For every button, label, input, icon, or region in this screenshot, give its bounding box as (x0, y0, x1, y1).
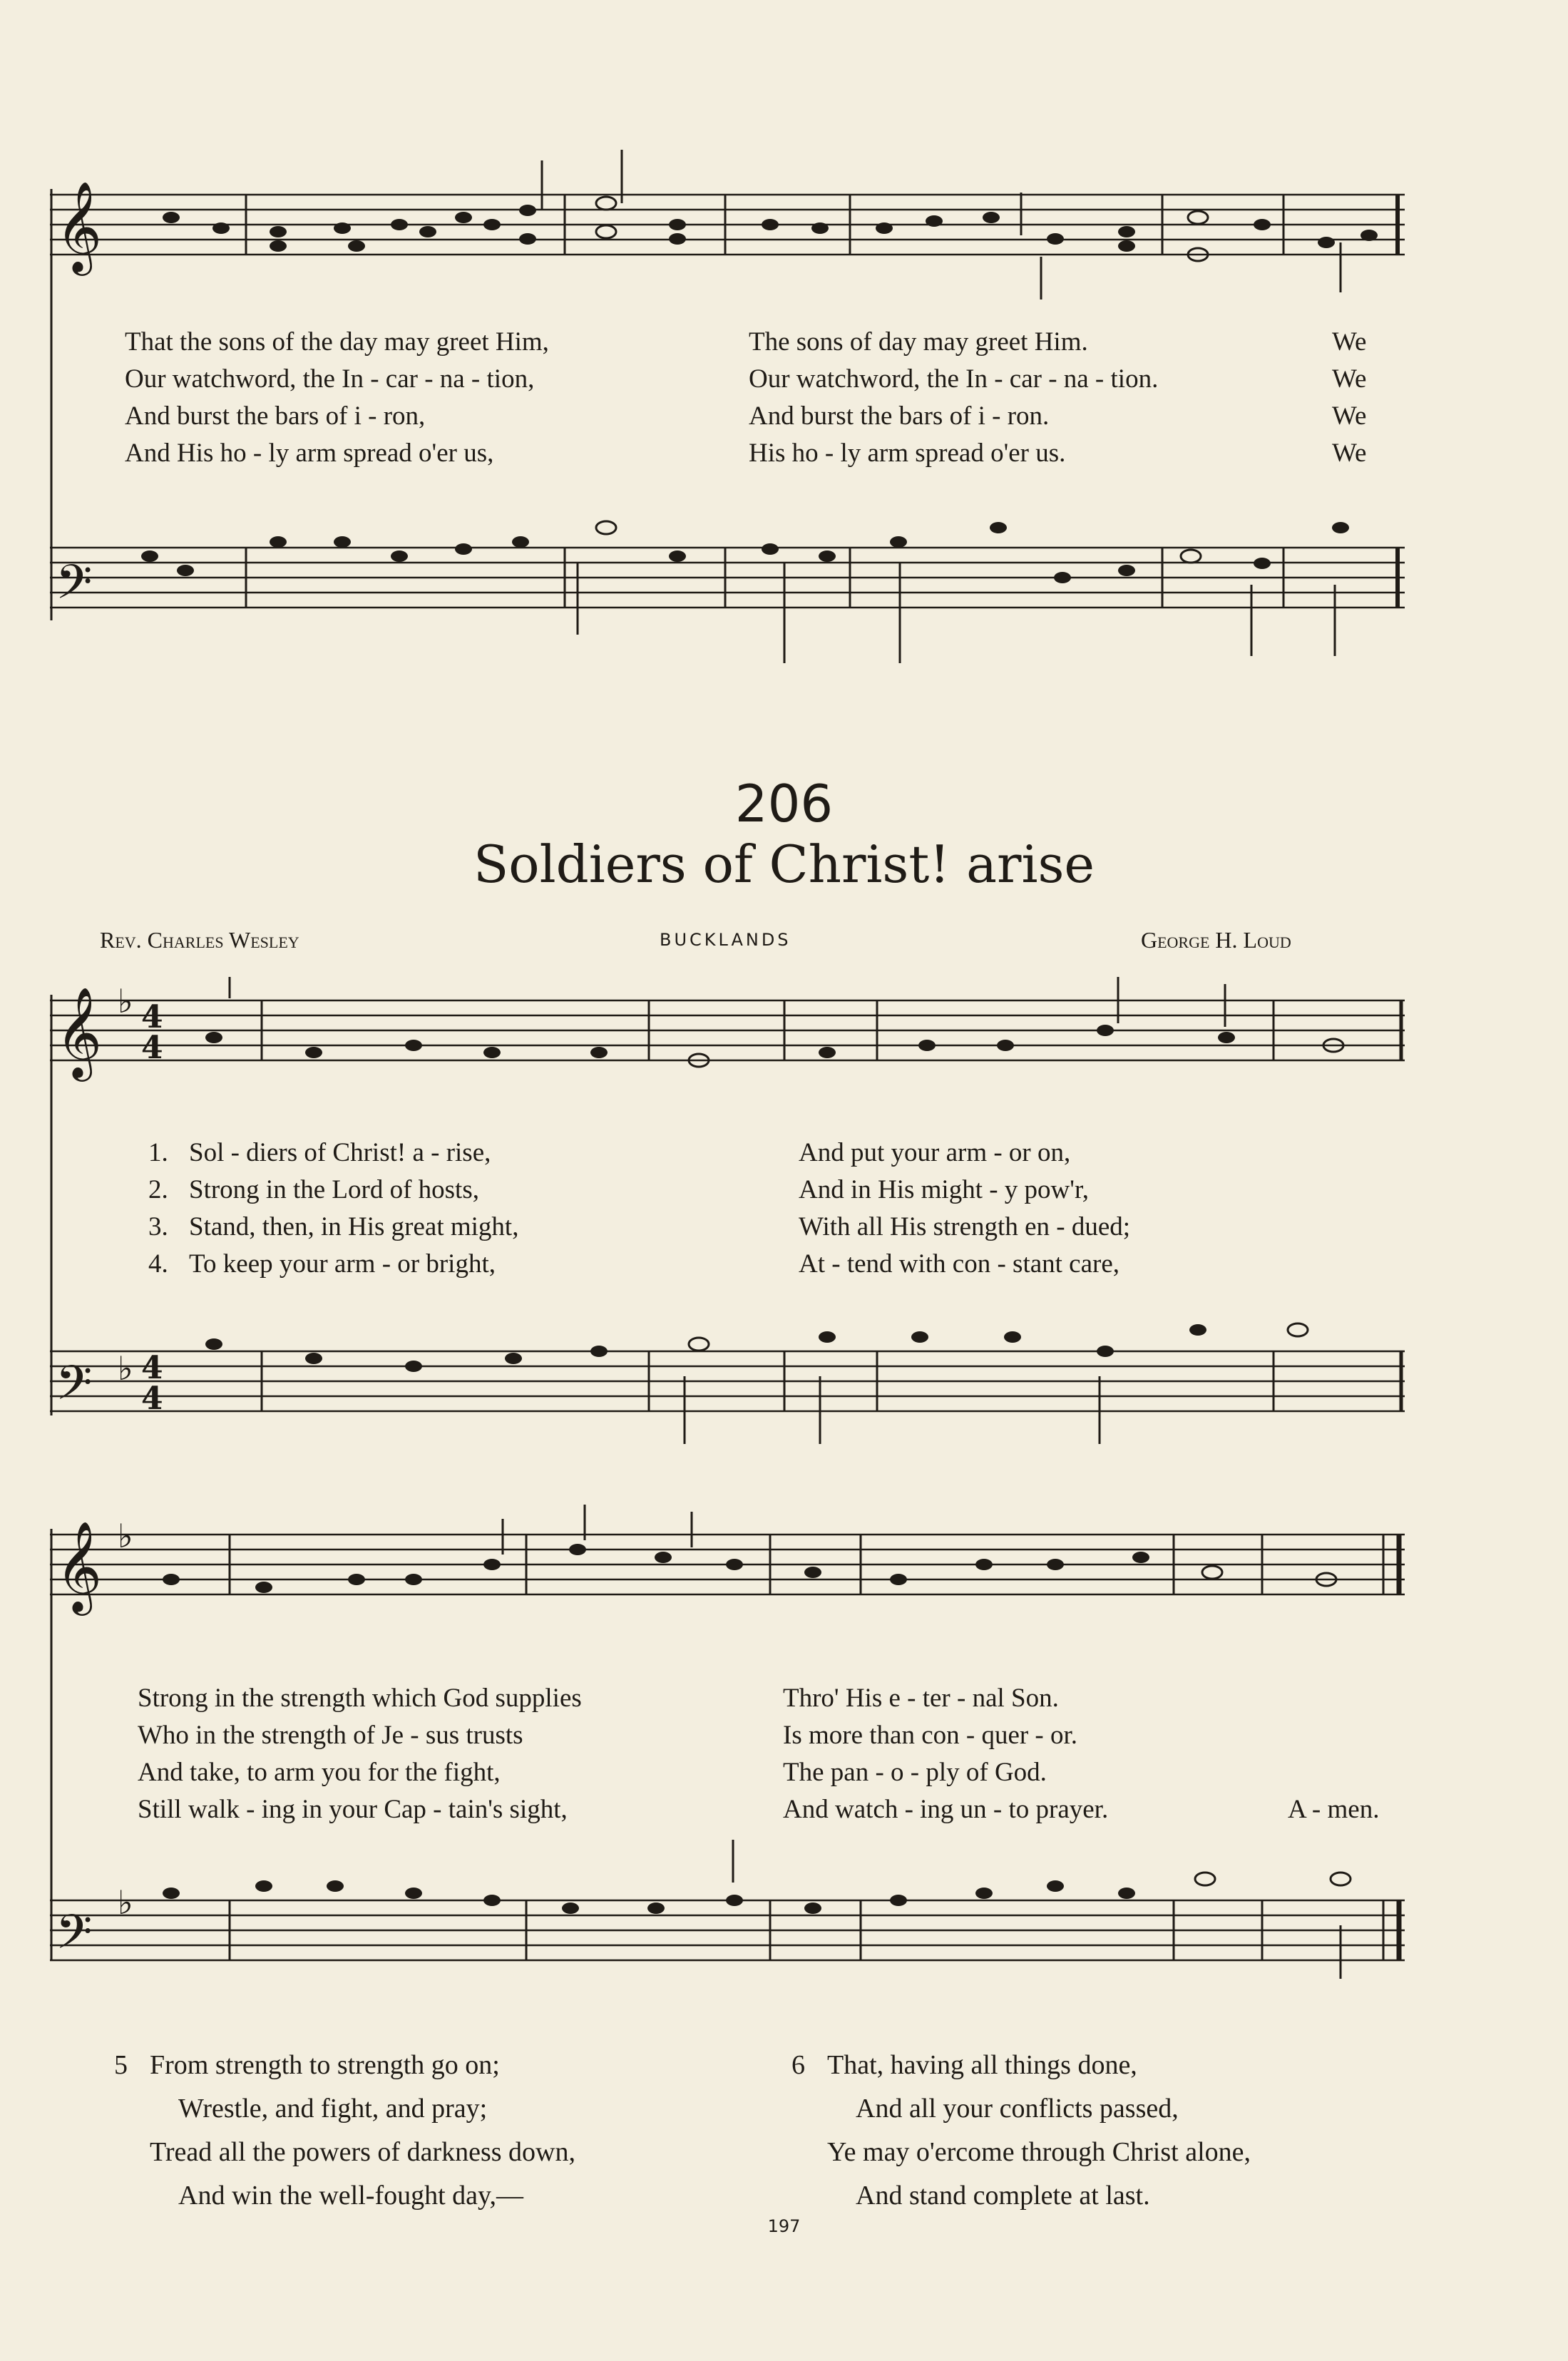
verse-line: Wrestle, and fight, and pray; (178, 2094, 488, 2124)
verse-line: Tread all the powers of darkness down, (150, 2137, 575, 2167)
lyric-line: Who in the strength of Je - sus trusts (138, 1721, 523, 1750)
verse-number: 4. (148, 1249, 168, 1279)
verse-number: 3. (148, 1212, 168, 1241)
lyric-line: We (1332, 327, 1367, 357)
treble-clef-icon: 𝄞 (56, 986, 103, 1077)
verse-line: And win the well-fought day,— (178, 2181, 524, 2211)
treble-clef-icon: 𝄞 (56, 1520, 103, 1612)
verse-number: 1. (148, 1138, 168, 1167)
flat-icon: ♭ (118, 1517, 133, 1555)
time-signature-icon: 4 (141, 999, 163, 1035)
page-number: 197 (767, 2216, 801, 2236)
composer-credit: George H. Loud (1141, 927, 1291, 953)
verse-line: From strength to strength go on; (150, 2050, 500, 2080)
lyric-line: Thro' His e - ter - nal Son. (783, 1684, 1059, 1713)
lyric-line: Our watchword, the In - car - na - tion, (125, 364, 535, 394)
verse-line: Ye may o'ercome through Christ alone, (827, 2137, 1251, 2167)
lyric-line: We (1332, 364, 1367, 394)
verse-number: 6 (791, 2050, 805, 2080)
lyric-line: The sons of day may greet Him. (749, 327, 1088, 357)
lyric-line: And burst the bars of i - ron. (749, 401, 1050, 431)
lyric-line: With all His strength en - dued; (799, 1212, 1131, 1241)
flat-icon: ♭ (118, 982, 133, 1020)
top-treble-staff (50, 195, 1405, 255)
lyric-line: That the sons of the day may greet Him, (125, 327, 549, 357)
lyric-line: And watch - ing un - to prayer. (783, 1795, 1109, 1824)
flat-icon: ♭ (118, 1349, 133, 1388)
lyric-line: We (1332, 401, 1367, 431)
verse-line: That, having all things done, (827, 2050, 1137, 2080)
time-signature-icon: 4 (141, 1350, 163, 1386)
lyric-line: Strong in the strength which God supplies (138, 1684, 582, 1713)
lyric-line: Strong in the Lord of hosts, (189, 1175, 479, 1204)
lyric-line: And His ho - ly arm spread o'er us, (125, 439, 494, 468)
lyric-line: To keep your arm - or bright, (189, 1249, 496, 1279)
tune-name: BUCKLANDS (660, 930, 791, 950)
lyric-line: Is more than con - quer - or. (783, 1721, 1078, 1750)
lyric-line: And take, to arm you for the fight, (138, 1758, 501, 1787)
svg-text:4: 4 (141, 1030, 163, 1066)
hymn-number: 206 (734, 774, 834, 834)
hymn-title: Soldiers of Christ! arise (473, 834, 1095, 894)
lyric-line: Sol - diers of Christ! a - rise, (189, 1138, 491, 1167)
verse-line: And all your conflicts passed, (856, 2094, 1179, 2124)
lyric-line: Still walk - ing in your Cap - tain's sight, (138, 1795, 568, 1824)
lyric-line: Our watchword, the In - car - na - tion. (749, 364, 1159, 394)
svg-text:4: 4 (141, 1381, 163, 1417)
amen: A - men. (1288, 1795, 1380, 1824)
treble-clef-icon: 𝄞 (56, 180, 103, 272)
lyric-line: The pan - o - ply of God. (783, 1758, 1047, 1787)
bass-clef-icon: 𝄢 (56, 1905, 93, 1971)
lyric-line: And burst the bars of i - ron, (125, 401, 426, 431)
lyric-line: At - tend with con - stant care, (799, 1249, 1120, 1279)
verse-line: And stand complete at last. (856, 2181, 1150, 2211)
bass-clef-icon: 𝄢 (56, 1356, 93, 1422)
author-credit: Rev. Charles Wesley (100, 927, 299, 953)
lyric-line: Stand, then, in His great might, (189, 1212, 519, 1241)
lyric-line: And put your arm - or on, (799, 1138, 1071, 1167)
verse-number: 2. (148, 1175, 168, 1204)
verse-number: 5 (114, 2050, 128, 2080)
flat-icon: ♭ (118, 1883, 133, 1922)
lyric-line: We (1332, 439, 1367, 468)
lyric-line: His ho - ly arm spread o'er us. (749, 439, 1066, 468)
lyric-line: And in His might - y pow'r, (799, 1175, 1090, 1204)
bass-clef-icon: 𝄢 (56, 555, 93, 621)
